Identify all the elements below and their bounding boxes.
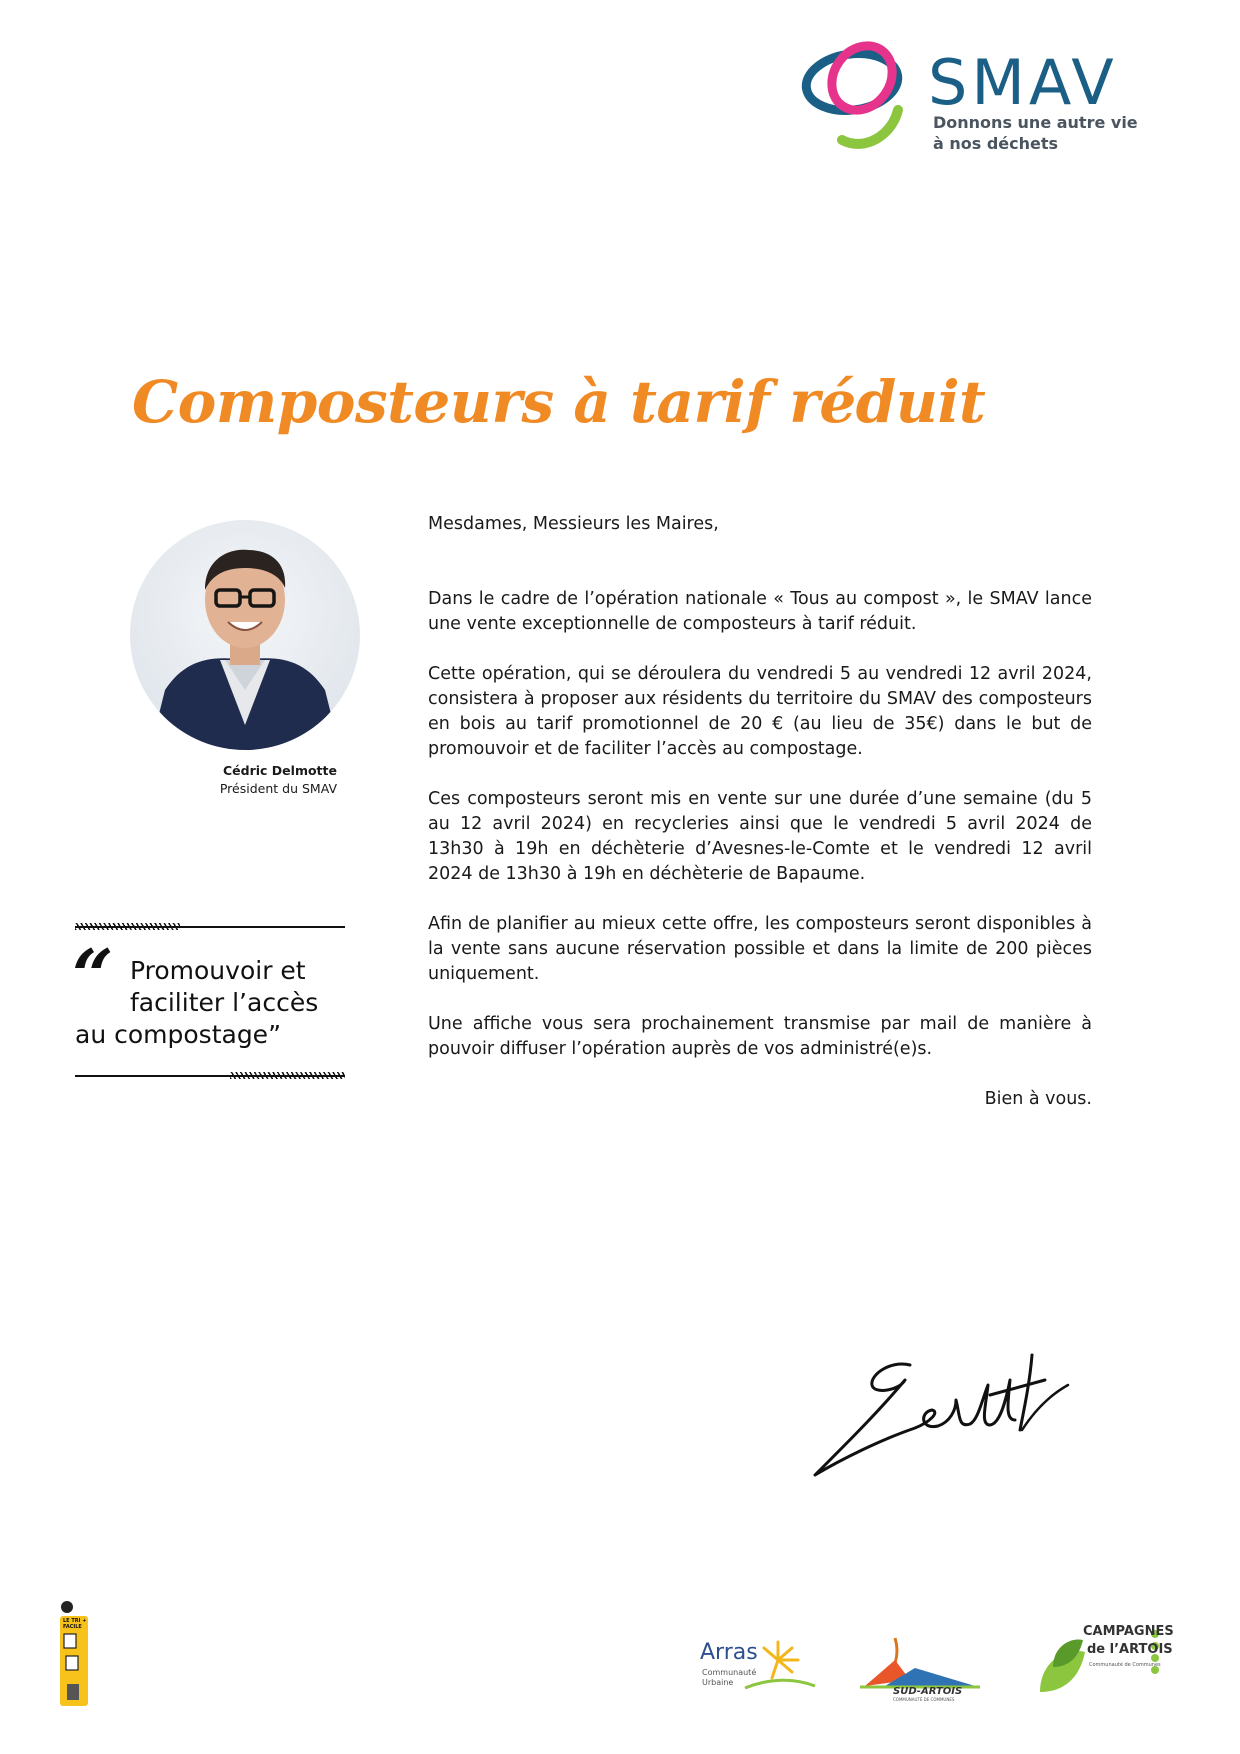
trifacile-icon xyxy=(59,1600,89,1708)
arras-name: Arras xyxy=(700,1640,758,1665)
smav-tagline xyxy=(933,112,1138,154)
smav-logo-mark xyxy=(800,40,935,160)
tagline-line1: Donnons une autre vie xyxy=(933,113,1138,132)
letter-paragraph: Ces composteurs seront mis en vente sur une durée d’une semaine (du 5 au 12 avril 2024) en recycleries ainsi que le vendredi 5 avril 2024 de 13h30 à 19h en déchèterie d’Avesnes-le-Comte et le vendredi 12 avril 2024 de 13h30 à 19h en déchèterie de Bapaume. xyxy=(428,789,1092,884)
campagnes-sub: Communauté de Communes xyxy=(1089,1662,1161,1668)
le-tri-plus-facile-badge xyxy=(59,1600,89,1708)
campagnes-artois-logo xyxy=(1035,1622,1174,1702)
quote-top-rule xyxy=(75,926,345,928)
letter-paragraph: Afin de planifier au mieux cette offre, les composteurs seront disponibles à la vente sans aucune réservation possible et dans la limite de 200 pièces uniquement. xyxy=(428,914,1092,984)
sud-artois-name: SUD-ARTOIS xyxy=(893,1686,963,1697)
caption-name: Cédric Delmotte xyxy=(223,763,337,778)
president-photo xyxy=(130,520,360,750)
sud-artois-logo xyxy=(855,1630,985,1702)
portrait-illustration xyxy=(130,520,360,750)
quote-bottom-rule xyxy=(75,1075,345,1077)
handwritten-signature xyxy=(810,1340,1080,1480)
campagnes-line2: de l’ARTOIS xyxy=(1087,1642,1173,1657)
quote-line2: faciliter l’accès xyxy=(130,988,319,1017)
pull-quote xyxy=(75,955,355,1051)
letter-paragraph: Cette opération, qui se déroulera du vendredi 5 au vendredi 12 avril 2024, consistera à proposer aux résidents du territoire du SMAV des composteurs en bois au tarif promotionnel de 20 € (au lieu de 35€) dans le but de promouvoir et de faciliter l’accès au compostage. xyxy=(428,664,1092,759)
arras-logo xyxy=(700,1638,820,1698)
quote-bottom-hatch xyxy=(230,1072,345,1079)
smav-wordmark: SMAV xyxy=(928,46,1118,119)
page-title: Composteurs à tarif réduit xyxy=(132,368,986,436)
letter-greeting: Mesdames, Messieurs les Maires, xyxy=(428,514,719,534)
campagnes-line1: CAMPAGNES xyxy=(1083,1624,1174,1639)
tagline-line2: à nos déchets xyxy=(933,134,1059,153)
smav-logo xyxy=(800,40,1200,165)
letter-paragraph: Une affiche vous sera prochainement transmise par mail de manière à pouvoir diffuser l’opération auprès de vos administré(e)s. xyxy=(428,1014,1092,1059)
caption-role: Président du SMAV xyxy=(219,781,337,796)
photo-caption xyxy=(150,762,337,798)
quote-mark-icon: “ xyxy=(72,933,114,1018)
sud-artois-sub: COMMUNAUTÉ DE COMMUNES xyxy=(893,1697,955,1702)
trifacile-label: LE TRI + FACILE xyxy=(63,1618,87,1630)
letter-paragraph: Dans le cadre de l’opération nationale « Tous au compost », le SMAV lance une vente exceptionnelle de composteurs à tarif réduit. xyxy=(428,589,1092,634)
letter-closing: Bien à vous. xyxy=(984,1089,1092,1109)
letter-body xyxy=(428,512,1092,1137)
quote-line1: Promouvoir et xyxy=(130,956,306,985)
arras-sub2: Urbaine xyxy=(702,1678,734,1687)
quote-line3: au compostage” xyxy=(75,1020,282,1049)
quote-top-hatch xyxy=(75,923,180,930)
arras-sub1: Communauté xyxy=(702,1668,757,1677)
